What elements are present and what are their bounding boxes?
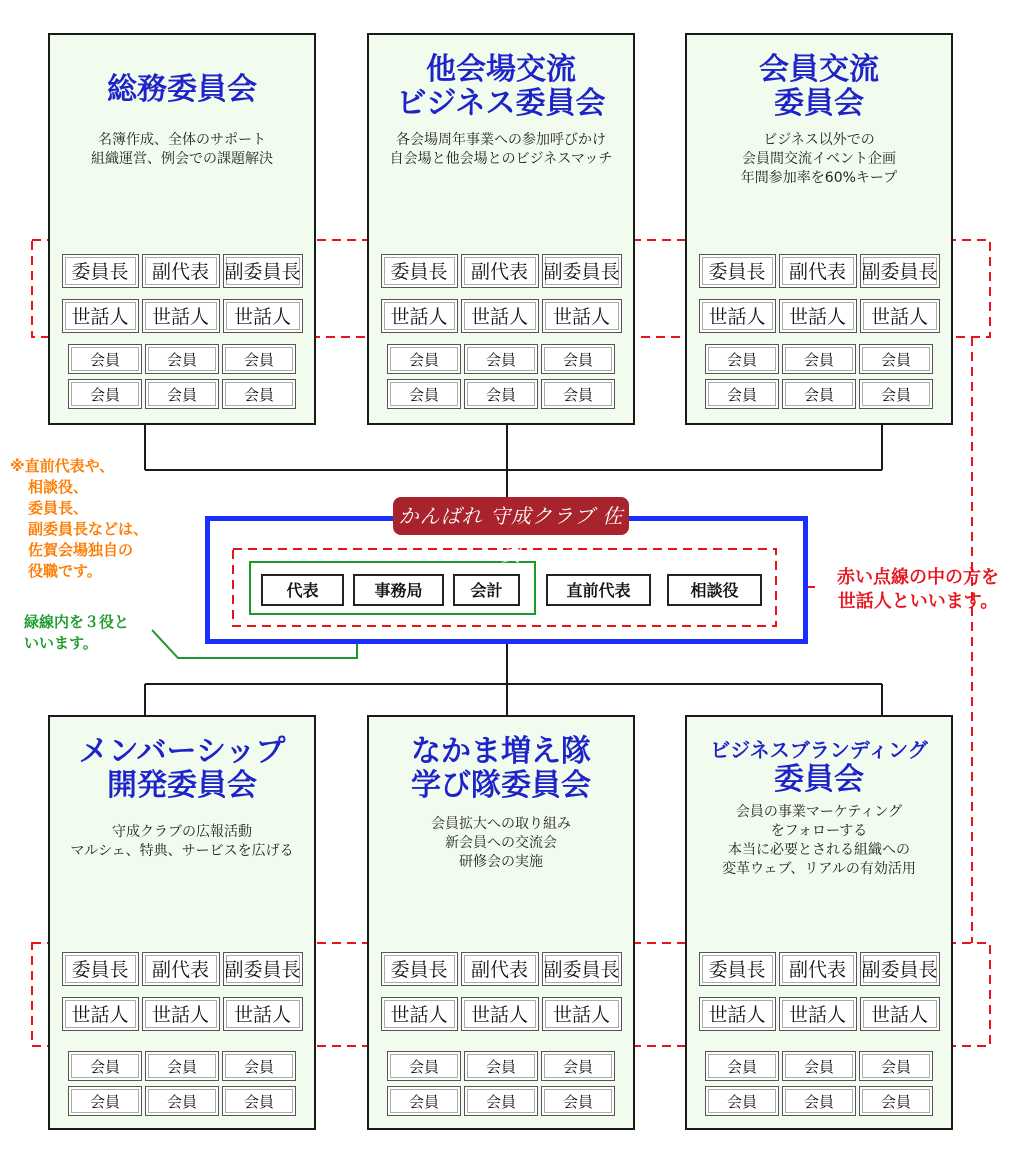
role-chair: 委員長 — [381, 952, 458, 986]
role-vice-chair: 副委員長 — [542, 952, 622, 986]
note-caretaker: 赤い点線の中の方を 世話人といいます。 — [837, 567, 999, 612]
member-row — [687, 1051, 951, 1081]
role-row — [369, 254, 633, 288]
member-cell: 会員 — [705, 1051, 779, 1081]
role-row — [50, 254, 314, 288]
officer-advisor: 相談役 — [667, 574, 762, 606]
committee-desc: 各会場周年事業への参加呼びかけ 自会場と他会場とのビジネスマッチ — [389, 132, 613, 167]
role-caretaker: 世話人 — [461, 997, 539, 1031]
member-cell: 会員 — [222, 1086, 296, 1116]
member-row — [50, 379, 314, 409]
role-caretaker: 世話人 — [223, 997, 303, 1031]
member-cell: 会員 — [859, 1086, 933, 1116]
committee-desc: 名簿作成、全体のサポート 組織運営、例会での課題解決 — [91, 132, 273, 167]
committee-title: なかま増え隊 学び隊委員会 — [411, 734, 591, 803]
member-cell: 会員 — [145, 1051, 219, 1081]
member-row — [50, 344, 314, 374]
committee-nakama — [367, 715, 635, 1130]
officer-accounting: 会計 — [453, 574, 520, 606]
role-row — [687, 952, 951, 986]
role-row — [369, 997, 633, 1031]
member-cell: 会員 — [705, 1086, 779, 1116]
role-vice-chair: 副委員長 — [542, 254, 622, 288]
member-row — [50, 1086, 314, 1116]
role-row — [50, 952, 314, 986]
role-row — [50, 299, 314, 333]
member-row — [687, 344, 951, 374]
note-three-roles: 緑線内を３役と いいます。 — [24, 613, 130, 652]
member-row — [687, 379, 951, 409]
member-cell: 会員 — [464, 344, 538, 374]
role-caretaker: 世話人 — [62, 997, 139, 1031]
role-chair: 委員長 — [381, 254, 458, 288]
role-row — [369, 299, 633, 333]
member-cell: 会員 — [859, 379, 933, 409]
role-row — [687, 299, 951, 333]
member-cell: 会員 — [222, 1051, 296, 1081]
member-cell: 会員 — [464, 1086, 538, 1116]
member-cell: 会員 — [222, 344, 296, 374]
member-cell: 会員 — [541, 379, 615, 409]
club-logo: かんばれ 守成クラブ 佐賀 — [393, 497, 629, 535]
committee-title: 総務委員会 — [107, 72, 257, 107]
role-row — [50, 997, 314, 1031]
member-row — [369, 1086, 633, 1116]
role-caretaker: 世話人 — [699, 997, 776, 1031]
role-vice-rep: 副代表 — [142, 254, 220, 288]
member-cell: 会員 — [464, 379, 538, 409]
member-cell: 会員 — [541, 1086, 615, 1116]
member-cell: 会員 — [145, 1086, 219, 1116]
officer-representative: 代表 — [261, 574, 344, 606]
role-chair: 委員長 — [62, 254, 139, 288]
member-row — [687, 1086, 951, 1116]
committee-desc: 守成クラブの広報活動 マルシェ、特典、サービスを広げる — [70, 824, 294, 859]
role-chair: 委員長 — [699, 254, 776, 288]
member-cell: 会員 — [387, 379, 461, 409]
note-local-roles: ※直前代表や、 相談役、 委員長、 副委員長などは、 佐賀会場独自の 役職です。 — [10, 457, 149, 580]
member-cell: 会員 — [782, 1051, 856, 1081]
role-caretaker: 世話人 — [142, 299, 220, 333]
committee-desc: ビジネス以外での 会員間交流イベント企画 年間参加率を60%キープ — [740, 132, 898, 186]
role-vice-rep: 副代表 — [461, 254, 539, 288]
role-caretaker: 世話人 — [381, 299, 458, 333]
member-cell: 会員 — [705, 344, 779, 374]
role-row — [687, 997, 951, 1031]
role-vice-chair: 副委員長 — [860, 254, 940, 288]
role-caretaker: 世話人 — [699, 299, 776, 333]
member-cell: 会員 — [222, 379, 296, 409]
role-caretaker: 世話人 — [142, 997, 220, 1031]
member-cell: 会員 — [68, 1051, 142, 1081]
role-vice-chair: 副委員長 — [860, 952, 940, 986]
committee-title: メンバーシップ 開発委員会 — [78, 734, 286, 803]
member-cell: 会員 — [68, 379, 142, 409]
committee-desc: 会員拡大への取り組み 新会員への交流会 研修会の実施 — [431, 816, 571, 870]
officer-office: 事務局 — [353, 574, 444, 606]
committee-branding — [685, 715, 953, 1130]
member-row — [50, 1051, 314, 1081]
member-cell: 会員 — [387, 1051, 461, 1081]
committee-membership — [48, 715, 316, 1130]
role-vice-rep: 副代表 — [461, 952, 539, 986]
committee-desc: 会員の事業マーケティング をフォローする 本当に必要とされる組織への 変革ウェブ、リアルの有効活用 — [722, 804, 916, 877]
member-cell: 会員 — [782, 379, 856, 409]
role-vice-rep: 副代表 — [779, 952, 857, 986]
role-vice-chair: 副委員長 — [223, 952, 303, 986]
member-cell: 会員 — [541, 344, 615, 374]
member-cell: 会員 — [859, 1051, 933, 1081]
member-cell: 会員 — [145, 344, 219, 374]
role-vice-rep: 副代表 — [142, 952, 220, 986]
committee-soumu — [48, 33, 316, 425]
member-cell: 会員 — [68, 1086, 142, 1116]
committee-title-small: ビジネスブランディング — [710, 738, 928, 762]
role-caretaker: 世話人 — [542, 299, 622, 333]
member-cell: 会員 — [782, 344, 856, 374]
role-caretaker: 世話人 — [461, 299, 539, 333]
officer-previous-rep: 直前代表 — [546, 574, 651, 606]
role-caretaker: 世話人 — [381, 997, 458, 1031]
committee-title: 他会場交流 ビジネス委員会 — [396, 52, 606, 121]
committee-member-exchange — [685, 33, 953, 425]
role-caretaker: 世話人 — [779, 299, 857, 333]
role-chair: 委員長 — [62, 952, 139, 986]
role-caretaker: 世話人 — [542, 997, 622, 1031]
member-cell: 会員 — [387, 344, 461, 374]
member-cell: 会員 — [387, 1086, 461, 1116]
member-cell: 会員 — [705, 379, 779, 409]
committee-title: 委員会 — [774, 762, 864, 797]
member-cell: 会員 — [464, 1051, 538, 1081]
role-caretaker: 世話人 — [860, 997, 940, 1031]
role-vice-chair: 副委員長 — [223, 254, 303, 288]
role-caretaker: 世話人 — [779, 997, 857, 1031]
member-row — [369, 379, 633, 409]
role-row — [369, 952, 633, 986]
role-caretaker: 世話人 — [860, 299, 940, 333]
member-row — [369, 344, 633, 374]
role-vice-rep: 副代表 — [779, 254, 857, 288]
member-cell: 会員 — [68, 344, 142, 374]
committee-other-venue — [367, 33, 635, 425]
member-row — [369, 1051, 633, 1081]
member-cell: 会員 — [145, 379, 219, 409]
member-cell: 会員 — [541, 1051, 615, 1081]
committee-title: 会員交流 委員会 — [759, 52, 879, 121]
role-caretaker: 世話人 — [62, 299, 139, 333]
member-cell: 会員 — [782, 1086, 856, 1116]
role-row — [687, 254, 951, 288]
role-caretaker: 世話人 — [223, 299, 303, 333]
role-chair: 委員長 — [699, 952, 776, 986]
member-cell: 会員 — [859, 344, 933, 374]
